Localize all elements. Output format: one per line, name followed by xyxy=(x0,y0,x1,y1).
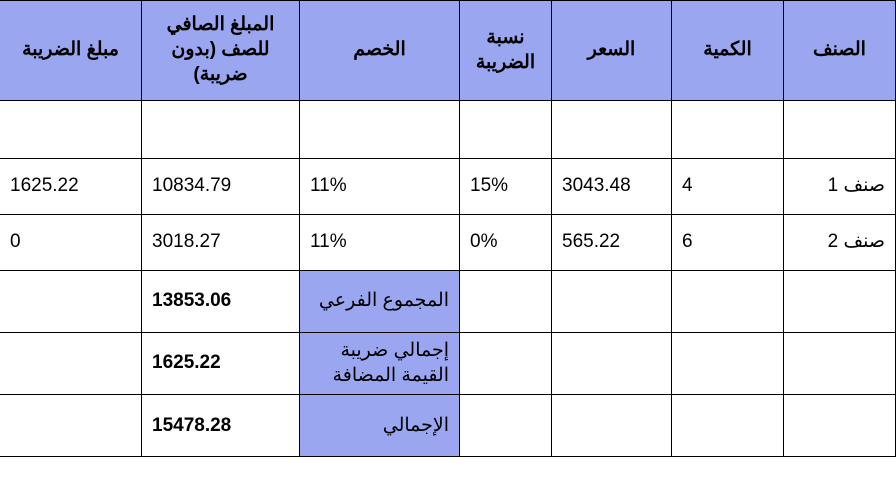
grand-total-value: 15478.28 xyxy=(142,395,300,457)
empty-cell-price xyxy=(552,395,672,457)
cell-discount: 11% xyxy=(300,215,460,271)
cell-quantity: 6 xyxy=(672,215,784,271)
cell-tax-rate: 0% xyxy=(460,215,552,271)
empty-cell-item xyxy=(784,271,896,333)
empty-cell-price xyxy=(552,271,672,333)
column-header-item: الصنف xyxy=(784,1,896,101)
cell-net-amount: 10834.79 xyxy=(142,159,300,215)
vat-total-value: 1625.22 xyxy=(142,333,300,395)
cell-net-amount: 3018.27 xyxy=(142,215,300,271)
header-row xyxy=(0,1,896,101)
column-header-tax-rate: نسبة الضريبة xyxy=(460,1,552,101)
empty-cell-tax-amount xyxy=(0,333,142,395)
cell-discount: 11% xyxy=(300,159,460,215)
column-header-net-amount: المبلغ الصافي للصف (بدون ضريبة) xyxy=(142,1,300,101)
table-header xyxy=(0,1,896,101)
empty-cell-tax-rate xyxy=(460,395,552,457)
blank-cell-tax-rate xyxy=(460,101,552,159)
empty-cell-tax-amount xyxy=(0,395,142,457)
cell-tax-amount: 1625.22 xyxy=(0,159,142,215)
blank-cell-tax-amount xyxy=(0,101,142,159)
blank-cell-quantity xyxy=(672,101,784,159)
blank-cell-discount xyxy=(300,101,460,159)
empty-cell-quantity xyxy=(672,271,784,333)
grand-total-label: الإجمالي xyxy=(300,395,460,457)
vat-total-label: إجمالي ضريبة القيمة المضافة xyxy=(300,333,460,395)
empty-cell-tax-rate xyxy=(460,271,552,333)
cell-price: 3043.48 xyxy=(552,159,672,215)
cell-item: صنف 2 xyxy=(784,215,896,271)
column-header-discount: الخصم xyxy=(300,1,460,101)
cell-quantity: 4 xyxy=(672,159,784,215)
blank-cell-item xyxy=(784,101,896,159)
subtotal-row xyxy=(0,271,896,333)
empty-cell-quantity xyxy=(672,333,784,395)
table-row xyxy=(0,215,896,271)
column-header-tax-amount: مبلغ الضريبة xyxy=(0,1,142,101)
empty-cell-item xyxy=(784,395,896,457)
cell-tax-rate: 15% xyxy=(460,159,552,215)
subtotal-label: المجموع الفرعي xyxy=(300,271,460,333)
empty-cell-item xyxy=(784,333,896,395)
cell-item: صنف 1 xyxy=(784,159,896,215)
table-row-blank xyxy=(0,101,896,159)
column-header-quantity: الكمية xyxy=(672,1,784,101)
blank-cell-price xyxy=(552,101,672,159)
empty-cell-tax-amount xyxy=(0,271,142,333)
cell-price: 565.22 xyxy=(552,215,672,271)
table-row xyxy=(0,159,896,215)
table-body xyxy=(0,101,896,457)
grand-total-row xyxy=(0,395,896,457)
vat-total-row xyxy=(0,333,896,395)
subtotal-value: 13853.06 xyxy=(142,271,300,333)
cell-tax-amount: 0 xyxy=(0,215,142,271)
empty-cell-quantity xyxy=(672,395,784,457)
column-header-price: السعر xyxy=(552,1,672,101)
empty-cell-tax-rate xyxy=(460,333,552,395)
blank-cell-net xyxy=(142,101,300,159)
empty-cell-price xyxy=(552,333,672,395)
